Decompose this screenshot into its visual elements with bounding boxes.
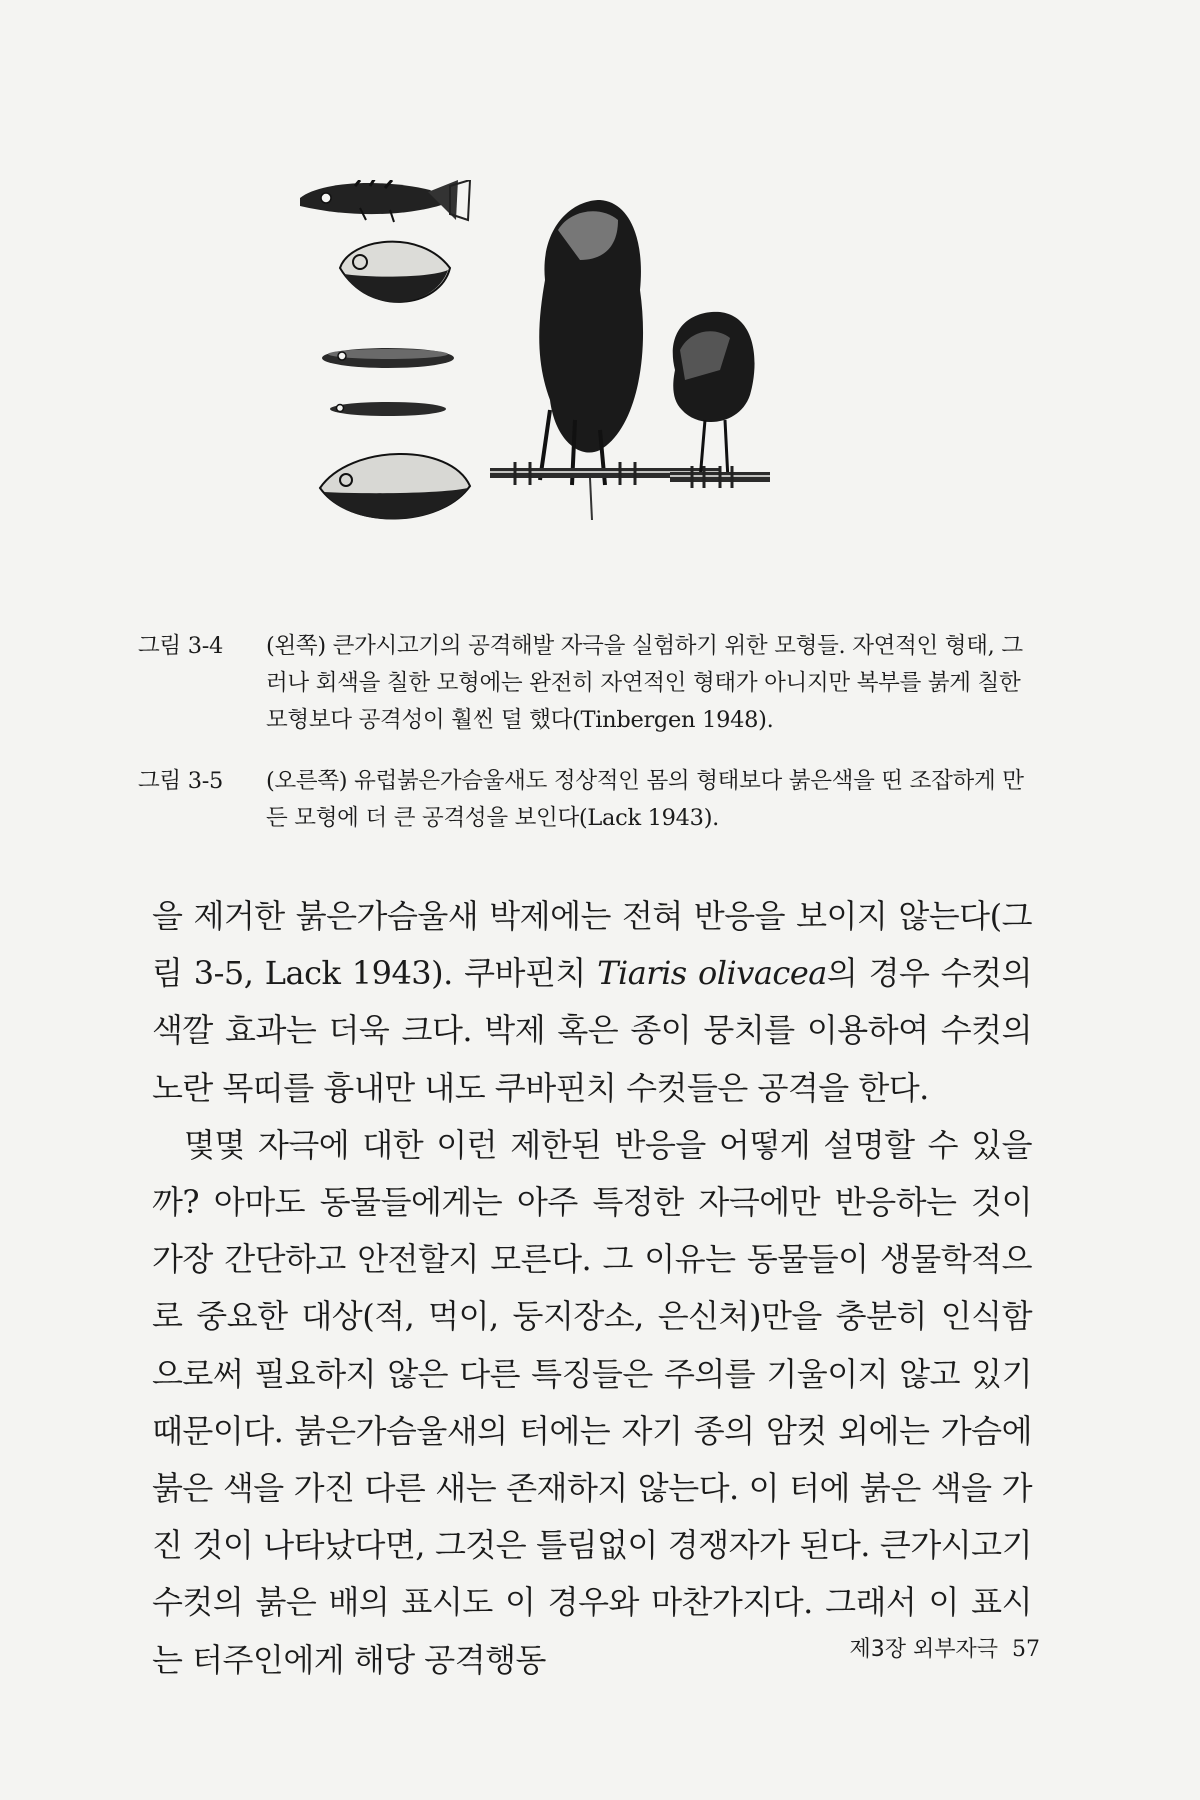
caption-3-5 [138,763,1038,837]
paragraph-1: 을 제거한 붉은가슴울새 박제에는 전혀 반응을 보이지 않는다(그림 3-5, Lack 1943). 쿠바핀치 Tiaris olivacea의 경우 수컷의 색깔 효과는 더욱 크다. 박제 혹은 종이 뭉치를 이용하여 수컷의 노란 목띠를 흉내만 내도 쿠바핀치 수컷들은 공격을 한다. [152,897,1032,1107]
fish-model-3-icon [330,402,446,416]
figure-captions [138,628,1038,861]
fish-model-1-icon [340,242,450,303]
caption-text: (오른쪽) 유럽붉은가슴울새도 정상적인 몸의 형태보다 붉은색을 띤 조잡하게 만든 모형에 더 큰 공격성을 보인다(Lack 1943). [266,768,1024,831]
page-number: 57 [1012,1637,1040,1662]
paragraph-2: 몇몇 자극에 대한 이런 제한된 반응을 어떻게 설명할 수 있을까? 아마도 동물들에게는 아주 특정한 자극에만 반응하는 것이 가장 간단하고 안전할지 모른다. 그 이유는 동물들이 생물학적으로 중요한 대상(적, 먹이, 둥지장소, 은신처)만을 충분히 인식함으로써 필요하지 않은 다른 특징들은 주의를 기울이지 않고 있기 때문이다. 붉은가슴울새의 터에는 자기 종의 암컷 외에는 가슴에 붉은 색을 가진 다른 새는 존재하지 않는다. 이 터에 붉은 색을 가진 것이 나타났다면, 그것은 틀림없이 경쟁자가 된다. 큰가시고기 수컷의 붉은 배의 표시도 이 경우와 마찬가지다. 그래서 이 표시는 터주인에게 해당 공격행동 [152,1125,1032,1679]
caption-3-4 [138,628,1038,739]
fish-model-2-icon [322,348,454,368]
chapter-title: 제3장 외부자극 [849,1637,998,1662]
page-footer [780,1632,1040,1663]
robin-crude-model-icon [670,312,770,488]
figure-models [300,180,920,600]
fish-model-4-icon [320,454,470,519]
stickleback-fish-icon [300,180,470,222]
caption-number: 그림 3-5 [138,768,224,794]
caption-number: 그림 3-4 [138,633,224,659]
body-text [152,888,1032,1689]
species-name: Tiaris olivacea [597,954,827,993]
caption-text: (왼쪽) 큰가시고기의 공격해발 자극을 실험하기 위한 모형들. 자연적인 형태, 그러나 회색을 칠한 모형에는 완전히 자연적인 형태가 아니지만 복부를 붉게 칠한 모형보다 공격성이 훨씬 덜 했다(Tinbergen 1948). [266,633,1023,733]
